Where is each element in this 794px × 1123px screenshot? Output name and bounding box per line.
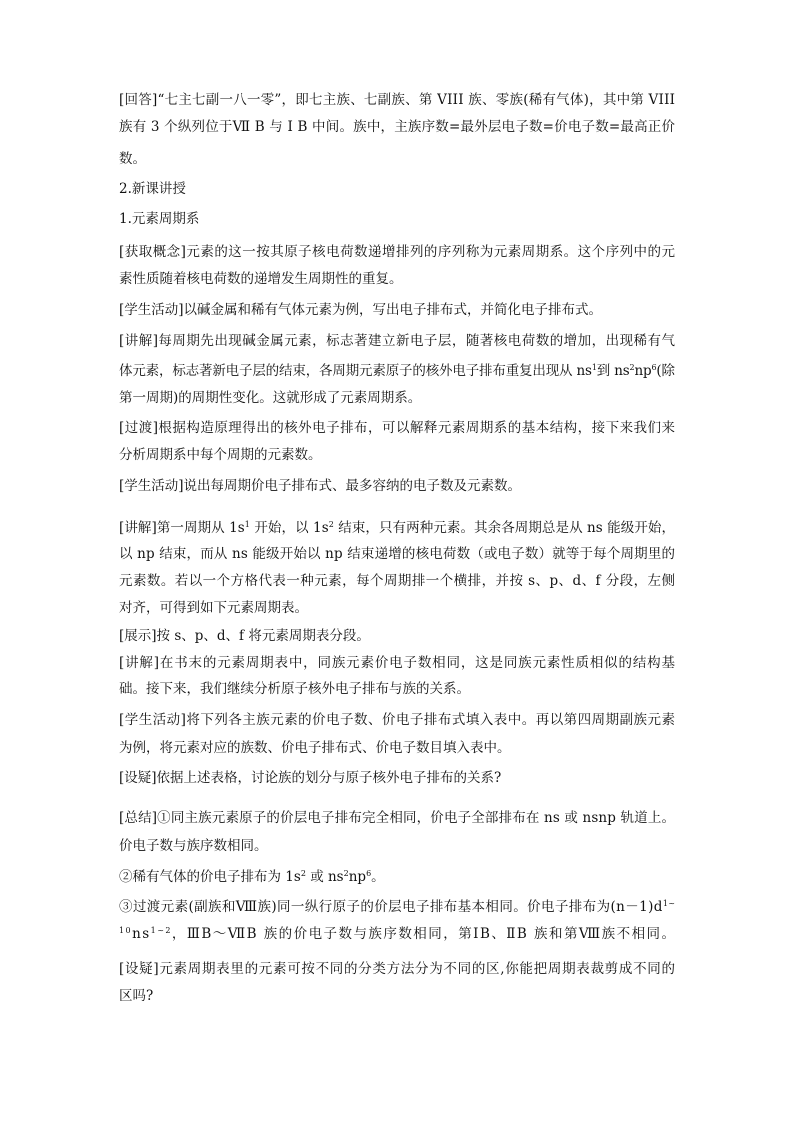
text-run: 2.新课讲授 xyxy=(119,181,186,197)
text-line xyxy=(119,899,675,915)
text-line xyxy=(119,961,676,977)
text-line xyxy=(119,271,403,287)
superscript: 1~ xyxy=(662,899,676,908)
superscript: 6 xyxy=(366,869,372,878)
superscript: 2 xyxy=(343,869,349,878)
superscript: 1 xyxy=(591,363,597,372)
text-run: ns xyxy=(132,926,151,942)
text-run: ②稀有气体的价电子排布为 1s xyxy=(119,869,301,885)
text-line xyxy=(119,520,675,536)
text-line xyxy=(119,838,268,854)
text-run: np xyxy=(348,869,367,885)
superscript: 1 xyxy=(244,520,250,529)
text-run: [过渡]根据构造原理得出的核外电子排布，可以解释元素周期系的基本结构，接下来我们来 xyxy=(119,420,676,436)
text-line xyxy=(119,390,421,406)
text-run: [展示]按 s、p、d、f 将元素周期表分段。 xyxy=(119,628,370,644)
text-run: [回答]“七主七副一八一零”，即七主族、七副族、第 VIII 族、零族(稀有气体)，其中第 VIII xyxy=(119,92,676,108)
text-run: [总结]①同主族元素原子的价层电子排布完全相同，价电子全部排布在 ns 或 nsnp 轨道上。 xyxy=(119,810,676,826)
text-line xyxy=(119,333,675,349)
text-line xyxy=(119,211,199,227)
text-line xyxy=(119,628,370,644)
text-line xyxy=(119,546,675,562)
text-run: 1.元素周期系 xyxy=(119,211,200,227)
text-run: [学生活动]将下列各主族元素的价电子数、价电子排布式填入表中。再以第四周期副族元素 xyxy=(119,712,676,728)
text-run: np xyxy=(634,363,652,379)
text-line xyxy=(119,712,675,728)
text-line xyxy=(119,988,153,1004)
text-run: [讲解]第一周期从 1s xyxy=(119,520,245,536)
text-run: [设疑]元素周期表里的元素可按不同的分类方法分为不同的区,你能把周期表裁剪成不同的 xyxy=(119,961,676,977)
text-run: 开始，以 1s xyxy=(249,520,329,536)
text-line xyxy=(119,573,675,589)
text-run: 素性质随着核电荷数的递增发生周期性的重复。 xyxy=(119,271,403,287)
text-line xyxy=(119,151,146,167)
text-line xyxy=(119,92,675,108)
text-line xyxy=(119,302,602,318)
superscript: 10 xyxy=(119,926,133,935)
text-run: ，ⅢB～ⅦB 族的价电子数与族序数相同，第ⅠB、ⅡB 族和第Ⅷ族不相同。 xyxy=(171,926,677,942)
text-run: 体元素，标志著新电子层的结束，各周期元素原子的核外电子排布重复出现从 ns xyxy=(119,363,592,379)
text-line xyxy=(119,420,675,436)
text-line xyxy=(119,478,521,494)
text-run: 区吗? xyxy=(119,988,154,1004)
text-line xyxy=(119,810,675,826)
text-line xyxy=(119,600,308,616)
text-run: 族有 3 个纵列位于Ⅶ B 与 I B 中间。族中，主族序数=最外层电子数=价电子数=最高正价 xyxy=(119,119,676,135)
text-run: 分析周期系中每个周期的元素数。 xyxy=(119,447,322,463)
text-run: 价电子数与族序数相同。 xyxy=(119,838,268,854)
text-run: 为例，将元素对应的族数、价电子排布式、价电子数目填入表中。 xyxy=(119,740,511,756)
text-run: [学生活动]说出每周期价电子排布式、最多容纳的电子数及元素数。 xyxy=(119,478,522,494)
text-run: [讲解]每周期先出现碱金属元素，标志著建立新电子层，随著核电荷数的增加，出现稀有气 xyxy=(119,333,676,349)
text-run: [设疑]依据上述表格，讨论族的划分与原子核外电子排布的关系? xyxy=(119,770,502,786)
text-line xyxy=(119,869,385,885)
text-line xyxy=(119,770,501,786)
text-line xyxy=(119,740,511,756)
superscript: 6 xyxy=(651,363,657,372)
text-line xyxy=(119,447,322,463)
text-run: [学生活动]以碱金属和稀有气体元素为例，写出电子排布式，并简化电子排布式。 xyxy=(119,302,603,318)
text-run: ③过渡元素(副族和Ⅷ族)同一纵行原子的价层电子排布基本相同。价电子排布为(n－1)d xyxy=(119,899,663,915)
text-run: 对齐，可得到如下元素周期表。 xyxy=(119,600,308,616)
superscript: 2 xyxy=(629,363,635,372)
text-run: 结束，只有两种元素。其余各周期总是从 ns 能级开始， xyxy=(333,520,676,536)
text-run: 础。接下来，我们继续分析原子核外电子排布与族的关系。 xyxy=(119,681,470,697)
superscript: 1~2 xyxy=(150,926,172,935)
superscript: 2 xyxy=(300,869,306,878)
text-line xyxy=(119,926,676,942)
text-line xyxy=(119,244,675,260)
text-run: [获取概念]元素的这一按其原子核电荷数递增排列的序列称为元素周期系。这个序列中的元 xyxy=(119,244,676,260)
superscript: 2 xyxy=(328,520,334,529)
text-run: 或 ns xyxy=(305,869,344,885)
text-run: 元素数。若以一个方格代表一种元素，每个周期排一个横排，并按 s、p、d、f 分段，左侧 xyxy=(119,573,676,589)
text-run: 以 np 结束，而从 ns 能级开始以 np 结束递增的核电荷数（或电子数）就等于每个周期里的 xyxy=(119,546,676,562)
text-line xyxy=(119,363,675,379)
text-line xyxy=(119,655,676,671)
text-run: (除 xyxy=(656,363,675,379)
text-run: 第一周期)的周期性变化。这就形成了元素周期系。 xyxy=(119,390,422,406)
text-run: 。 xyxy=(371,869,385,885)
text-run: 到 ns xyxy=(596,363,630,379)
text-line xyxy=(119,681,470,697)
text-line xyxy=(119,119,675,135)
text-run: 数。 xyxy=(119,151,146,167)
text-line xyxy=(119,181,186,197)
text-run: [讲解]在书末的元素周期表中，同族元素价电子数相同，这是同族元素性质相似的结构基 xyxy=(119,655,676,671)
